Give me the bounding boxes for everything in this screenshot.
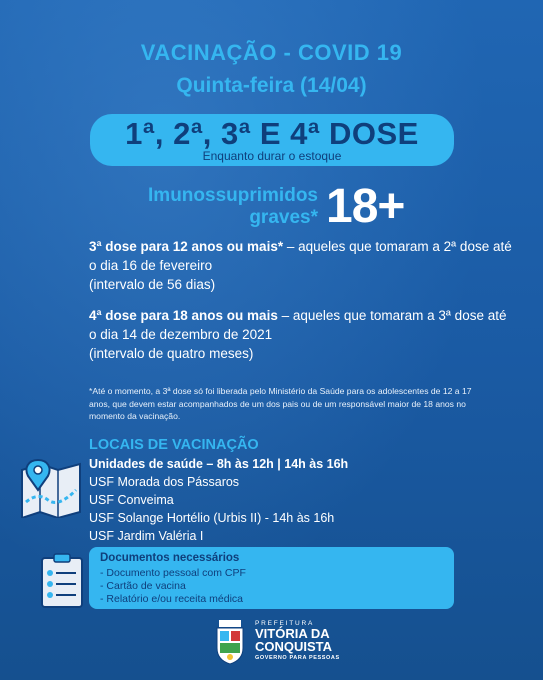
fourth-dose-interval: (intervalo de quatro meses) xyxy=(89,346,254,361)
logo-city-line-1: VITÓRIA DA xyxy=(255,626,330,641)
locais-header: Unidades de saúde – 8h às 12h | 14h às 16h xyxy=(89,457,349,471)
document-item: - Relatório e/ou receita médica xyxy=(100,593,243,605)
fourth-dose-title: 4ª dose para 18 anos ou mais xyxy=(89,308,278,323)
audience-line-2: graves* xyxy=(249,207,318,228)
fourth-dose-text: – aqueles que tomaram a 3ª dose até o dia 14 de dezembro de 2021 xyxy=(89,308,507,342)
locais-item: USF Conveima xyxy=(89,493,174,507)
fourth-dose-info xyxy=(89,306,514,363)
locais-list xyxy=(89,455,489,545)
logo-city-line-2: CONQUISTA xyxy=(255,639,333,654)
third-dose-text: – aqueles que tomaram a 2ª dose até o dia 16 de fevereiro xyxy=(89,239,512,273)
dose-banner-title: 1ª, 2ª, 3ª E 4ª DOSE xyxy=(125,116,419,151)
logo-tagline: GOVERNO PARA PESSOAS xyxy=(255,655,340,661)
third-dose-interval: (intervalo de 56 dias) xyxy=(89,277,216,292)
map-pin-icon xyxy=(18,456,84,518)
documents-box xyxy=(89,547,454,609)
third-dose-info xyxy=(89,237,514,294)
coat-of-arms-icon xyxy=(213,618,247,666)
logo-prefeitura: PREFEITURA xyxy=(255,620,315,627)
locais-item: USF Morada dos Pássaros xyxy=(89,475,240,489)
city-logo xyxy=(213,616,343,672)
locais-item: USF Solange Hortélio (Urbis II) - 14h às 16h xyxy=(89,511,335,525)
locais-title: LOCAIS DE VACINAÇÃO xyxy=(89,437,259,453)
dose-banner-subtitle: Enquanto durar o estoque xyxy=(202,149,342,163)
age-badge: 18+ xyxy=(326,180,405,233)
third-dose-title: 3ª dose para 12 anos ou mais* xyxy=(89,239,284,254)
documents-title: Documentos necessários xyxy=(100,552,240,564)
document-item: - Documento pessoal com CPF xyxy=(100,567,246,579)
footnote: *Até o momento, a 3ª dose só foi liberada pelo Ministério da Saúde para os adolescentes de 12 a 17 anos, que devem estar acompanhados de um dos pais ou de um responsável maior de 18 anos no momento da vacinação. xyxy=(89,386,472,421)
locais-item: USF Jardim Valéria I xyxy=(89,529,204,543)
page-title: VACINAÇÃO - COVID 19 xyxy=(140,40,403,65)
logo-text xyxy=(255,620,340,661)
audience-label xyxy=(118,185,318,229)
document-item: - Cartão de vacina xyxy=(100,580,186,592)
documents-list xyxy=(100,567,246,606)
event-date: Quinta-feira (14/04) xyxy=(176,74,367,97)
clipboard-icon xyxy=(40,553,84,609)
dose-banner xyxy=(90,114,454,166)
audience-line-1: Imunossuprimidos xyxy=(148,185,318,206)
